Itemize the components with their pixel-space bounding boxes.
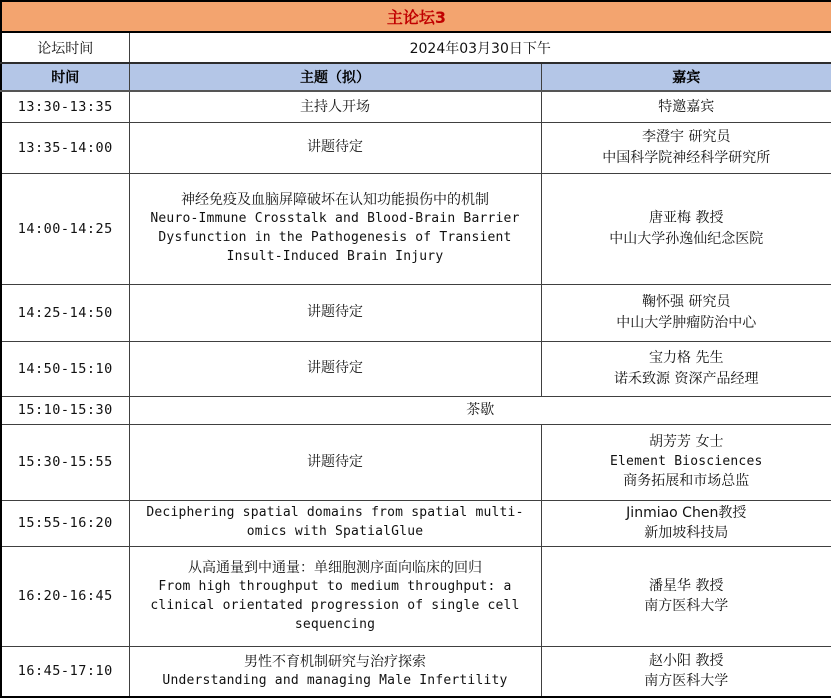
topic-cell bbox=[129, 173, 541, 284]
guest-line: 中国科学院神经科学研究所 bbox=[602, 149, 771, 166]
guest-line: 潘星华 教授 bbox=[649, 577, 724, 594]
guest-cell bbox=[541, 546, 831, 646]
topic-cell bbox=[129, 396, 831, 424]
forum-time-value: 2024年03月30日下午 bbox=[129, 32, 831, 63]
table-row bbox=[1, 396, 831, 424]
guest-line: 中山大学孙逸仙纪念医院 bbox=[609, 230, 764, 247]
time-cell: 14:50-15:10 bbox=[1, 341, 129, 396]
topic-line: 从高通量到中通量：单细胞测序面向临床的回归 bbox=[188, 559, 482, 576]
col-header-time: 时间 bbox=[1, 63, 129, 91]
topic-line: 神经免疫及血脑屏障破坏在认知功能损伤中的机制 bbox=[181, 192, 489, 209]
time-cell: 15:10-15:30 bbox=[1, 396, 129, 424]
time-cell: 14:00-14:25 bbox=[1, 173, 129, 284]
table-row bbox=[1, 91, 831, 122]
topic-line: Understanding and managing Male Infertility bbox=[162, 672, 508, 688]
guest-cell bbox=[541, 500, 831, 546]
topic-cell bbox=[129, 91, 541, 122]
guest-cell bbox=[541, 424, 831, 500]
topic-line: Dysfunction in the Pathogenesis of Transient bbox=[158, 230, 512, 246]
topic-line: 讲题待定 bbox=[307, 360, 363, 377]
topic-line: 讲题待定 bbox=[307, 453, 363, 470]
guest-line: 新加坡科技局 bbox=[644, 525, 729, 541]
table-row bbox=[1, 424, 831, 500]
topic-line: clinical orientated progression of single cell bbox=[150, 597, 520, 613]
guest-line: 胡芳芳 女士 bbox=[649, 434, 724, 451]
guest-line: 赵小阳 教授 bbox=[649, 652, 724, 669]
guest-line: 南方医科大学 bbox=[644, 598, 729, 614]
table-row bbox=[1, 646, 831, 697]
guest-line: Jinmiao Chen教授 bbox=[626, 504, 747, 521]
guest-cell bbox=[541, 646, 831, 697]
title-row bbox=[1, 1, 831, 32]
guest-line: 唐亚梅 教授 bbox=[649, 210, 724, 227]
guest-cell bbox=[541, 173, 831, 284]
table-row bbox=[1, 500, 831, 546]
time-cell: 15:55-16:20 bbox=[1, 500, 129, 546]
topic-line: omics with SpatialGlue bbox=[246, 524, 424, 539]
guest-cell bbox=[541, 341, 831, 396]
col-header-topic: 主题（拟） bbox=[129, 63, 541, 91]
time-cell: 14:25-14:50 bbox=[1, 284, 129, 341]
guest-line: Element Biosciences bbox=[609, 453, 763, 469]
guest-line: 南方医科大学 bbox=[644, 673, 729, 690]
time-cell: 13:30-13:35 bbox=[1, 91, 129, 122]
guest-line: 中山大学肿瘤防治中心 bbox=[616, 314, 757, 331]
guest-line: 鞠怀强 研究员 bbox=[642, 294, 731, 311]
table-row bbox=[1, 341, 831, 396]
table-row bbox=[1, 546, 831, 646]
col-header-guest: 嘉宾 bbox=[541, 63, 831, 91]
guest-cell bbox=[541, 91, 831, 122]
topic-line: sequencing bbox=[294, 616, 376, 632]
time-cell: 15:30-15:55 bbox=[1, 424, 129, 500]
guest-line: 商务拓展和市场总监 bbox=[623, 473, 750, 490]
guest-cell bbox=[541, 122, 831, 173]
forum-title: 主论坛3 bbox=[1, 1, 831, 32]
guest-line: 李澄宇 研究员 bbox=[642, 129, 731, 146]
topic-line: 讲题待定 bbox=[307, 304, 363, 321]
time-cell: 16:45-17:10 bbox=[1, 646, 129, 697]
guest-line: 宝力格 先生 bbox=[649, 350, 724, 367]
topic-cell bbox=[129, 424, 541, 500]
topic-line: From high throughput to medium throughput: a bbox=[158, 578, 512, 594]
table-row bbox=[1, 173, 831, 284]
column-header-row bbox=[1, 63, 831, 91]
topic-cell bbox=[129, 546, 541, 646]
topic-line: Deciphering spatial domains from spatial multi- bbox=[146, 505, 524, 521]
guest-line: 特邀嘉宾 bbox=[658, 98, 715, 115]
guest-line: 诺禾致源 资深产品经理 bbox=[614, 370, 759, 387]
topic-line: 茶歇 bbox=[466, 401, 495, 418]
time-cell: 13:35-14:00 bbox=[1, 122, 129, 173]
table-row bbox=[1, 122, 831, 173]
guest-cell bbox=[541, 284, 831, 341]
topic-cell bbox=[129, 646, 541, 697]
topic-cell bbox=[129, 284, 541, 341]
topic-cell bbox=[129, 122, 541, 173]
topic-line: 男性不育机制研究与治疗探索 bbox=[244, 653, 426, 670]
time-cell: 16:20-16:45 bbox=[1, 546, 129, 646]
topic-line: 讲题待定 bbox=[307, 139, 363, 156]
table-row bbox=[1, 284, 831, 341]
topic-line: Insult-Induced Brain Injury bbox=[226, 249, 444, 265]
topic-line: Neuro-Immune Crosstalk and Blood-Brain Barrier bbox=[150, 211, 520, 227]
topic-cell bbox=[129, 341, 541, 396]
topic-line: 主持人开场 bbox=[300, 98, 370, 115]
forum-time-label: 论坛时间 bbox=[1, 32, 129, 63]
topic-cell bbox=[129, 500, 541, 546]
forum-time-row bbox=[1, 32, 831, 63]
